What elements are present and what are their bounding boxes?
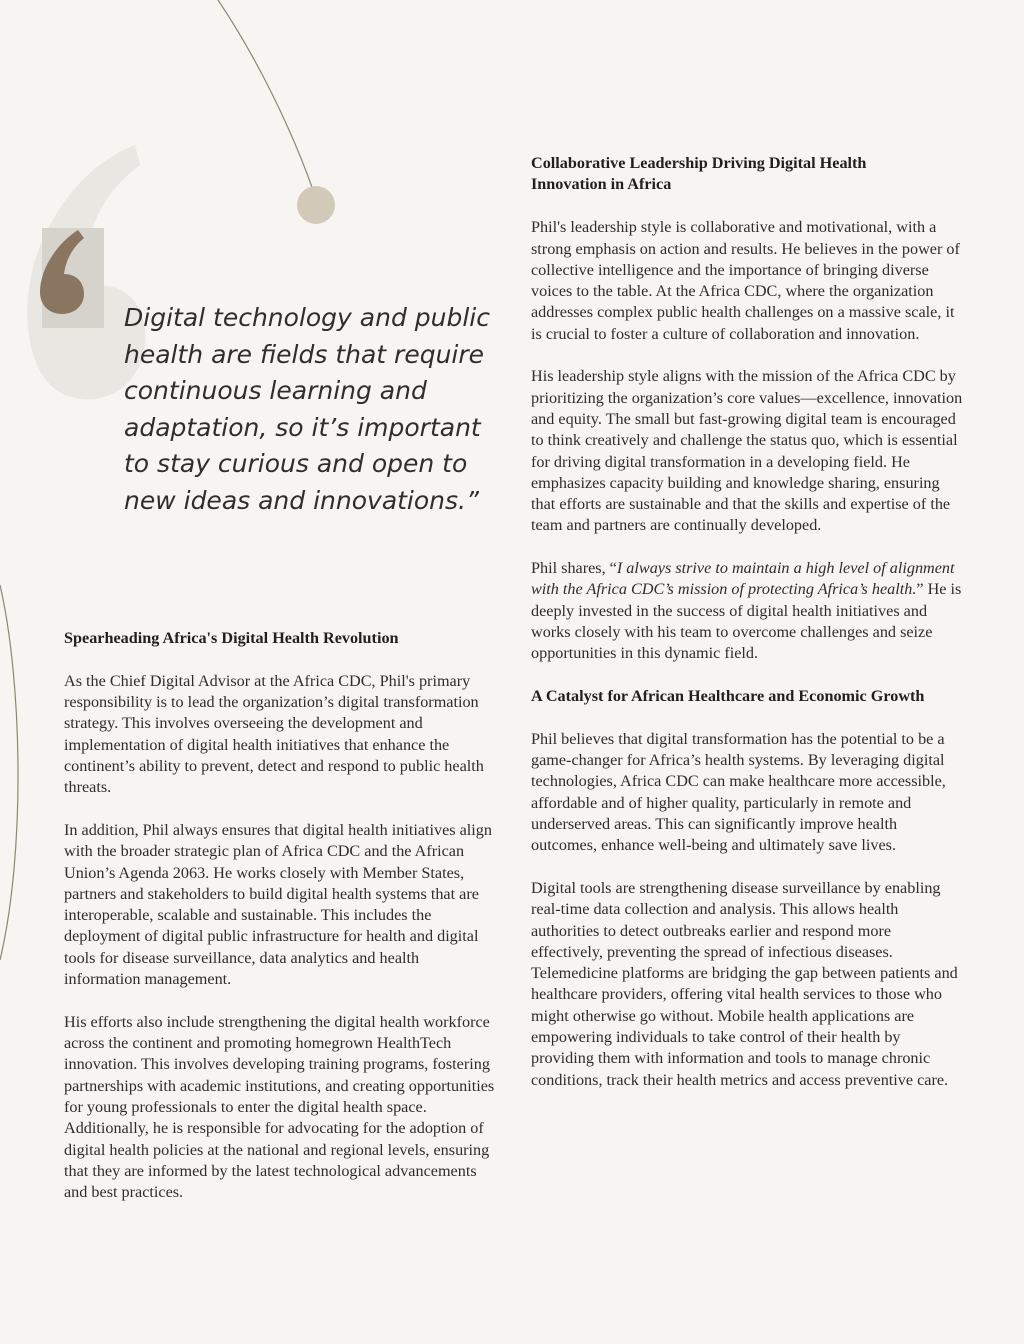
left-arc-line xyxy=(0,585,18,960)
decorative-dot xyxy=(297,186,335,224)
paragraph-with-quote xyxy=(531,558,963,664)
paragraph: Digital tools are strengthening disease surveillance by enabling real-time data collection and analysis. This allows health authorities to detect outbreaks earlier and respond more effectively, preventing the spread of infectious diseases. Telemedicine platforms are bridging the gap between patients and healthcare providers, offering vital health services to those who might otherwise go without. Mobile health applications are empowering individuals to take control of their health by providing them with information and tools to manage chronic conditions, track their health metrics and access preventive care. xyxy=(531,878,958,1089)
left-column xyxy=(64,628,496,1225)
quote-lead: Phil shares, “ xyxy=(531,559,617,578)
section-heading-digital-health-revolution: Spearheading Africa's Digital Health Revolution xyxy=(64,629,399,647)
section-heading-collaborative-leadership: Collaborative Leadership Driving Digital Health Innovation in Africa xyxy=(531,154,867,194)
quote-mark-icon xyxy=(34,222,106,334)
paragraph: Phil's leadership style is collaborative and motivational, with a strong emphasis on action and results. He believes in the power of collective intelligence and the importance of bringing diverse voices to the table. At the Africa CDC, where the organization addresses complex public health challenges on a massive scale, it is crucial to foster a culture of collaboration and innovation. xyxy=(531,218,960,343)
quote-rest: ” He is deeply invested in the success of digital health initiatives and works closely with his team to overcome challenges and seize opportunities in this dynamic field. xyxy=(531,580,962,663)
paragraph: Phil believes that digital transformation has the potential to be a game-changer for Africa’s health systems. By leveraging digital technologies, Africa CDC can make healthcare more accessible, affordable and of higher quality, particularly in remote and underserved areas. This can significantly improve health outcomes, enhance well-being and ultimately save lives. xyxy=(531,729,946,855)
paragraph: His efforts also include strengthening the digital health workforce across the continent and promoting homegrown HealthTech innovation. This involves developing training programs, fostering partnerships with academic institutions, and creating opportunities for young professionals to enter the digital health space. Additionally, he is responsible for advocating for the adoption of digital health policies at the national and regional levels, ensuring that they are informed by the latest technological advancements and best practices. xyxy=(64,1012,495,1202)
top-arc-line xyxy=(218,0,313,190)
right-column xyxy=(531,153,963,1112)
paragraph: In addition, Phil always ensures that digital health initiatives align with the broader strategic plan of Africa CDC and the African Union’s Agenda 2063. He works closely with Member States, partners and stakeholders to build digital health systems that are interoperable, scalable and sustainable. This includes the deployment of digital public infrastructure for health and digital tools for disease surveillance, data analytics and health information management. xyxy=(64,820,492,989)
paragraph: As the Chief Digital Advisor at the Africa CDC, Phil's primary responsibility is to lead the organization’s digital transformation strategy. This involves overseeing the development and implementation of digital health initiatives that enhance the continent’s ability to prevent, detect and respond to public health threats. xyxy=(64,671,484,797)
pull-quote: Digital technology and public health are fields that require continuous learning and adaptation, so it’s important to stay curious and open to new ideas and innovations.” xyxy=(124,303,490,515)
paragraph: His leadership style aligns with the mission of the Africa CDC by prioritizing the organization’s core values—excellence, innovation and equity. The small but fast-growing digital team is encouraged to think creatively and challenge the status quo, which is essential for driving digital transformation in a developing field. He emphasizes capacity building and knowledge sharing, ensuring that efforts are sustainable and that the skills and expertise of the team and partners are continually developed. xyxy=(531,367,963,535)
section-heading-catalyst: A Catalyst for African Healthcare and Economic Growth xyxy=(531,687,925,706)
inline-quote: I always strive to maintain a high level of alignment with the Africa CDC’s mission of protecting Africa’s health. xyxy=(531,559,955,599)
